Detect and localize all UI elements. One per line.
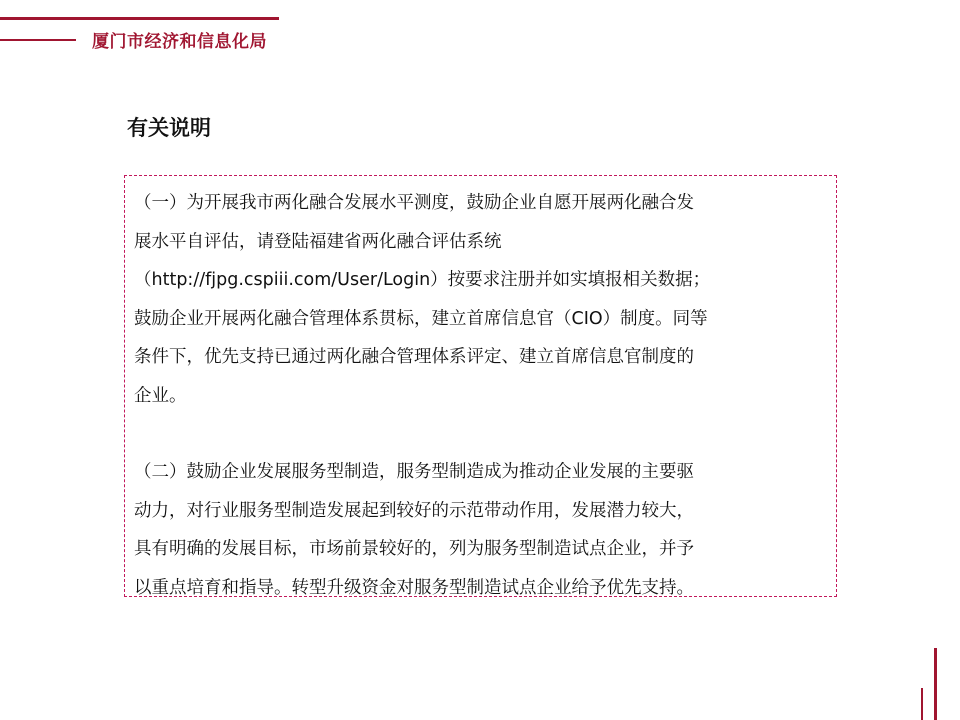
paragraph-line: 以重点培育和指导。转型升级资金对服务型制造试点企业给予优先支持。 [134,577,694,598]
paragraph-line: 具有明确的发展目标，市场前景较好的，列为服务型制造试点企业，并予 [134,539,694,559]
paragraph-line: 动力，对行业服务型制造发展起到较好的示范带动作用，发展潜力较大， [134,500,694,521]
footer-rule-tall [934,648,937,720]
paragraph-1 [134,184,834,415]
paragraph-2 [134,453,834,607]
paragraph-line: 条件下，优先支持已通过两化融合管理体系评定、建立首席信息官制度的 [134,347,694,367]
header-rule-long [0,17,279,20]
paragraph-line: 展水平自评估，请登陆福建省两化融合评估系统 [134,231,502,252]
paragraph-line-url: （http://fjpg.cspiii.com/User/Login）按要求注册并如实填报相关数据； [134,270,711,290]
paragraph-line: （二）鼓励企业发展服务型制造，服务型制造成为推动企业发展的主要驱 [134,462,694,482]
footer-rule-short [921,688,923,720]
header-rule-short [0,39,76,41]
org-name: 厦门市经济和信息化局 [92,32,267,52]
page-title: 有关说明 [127,116,211,140]
paragraph-line: 企业。 [134,385,187,406]
paragraph-line: （一）为开展我市两化融合发展水平测度，鼓励企业自愿开展两化融合发 [134,193,694,213]
paragraph-line: 鼓励企业开展两化融合管理体系贯标，建立首席信息官（CIO）制度。同等 [134,308,708,329]
